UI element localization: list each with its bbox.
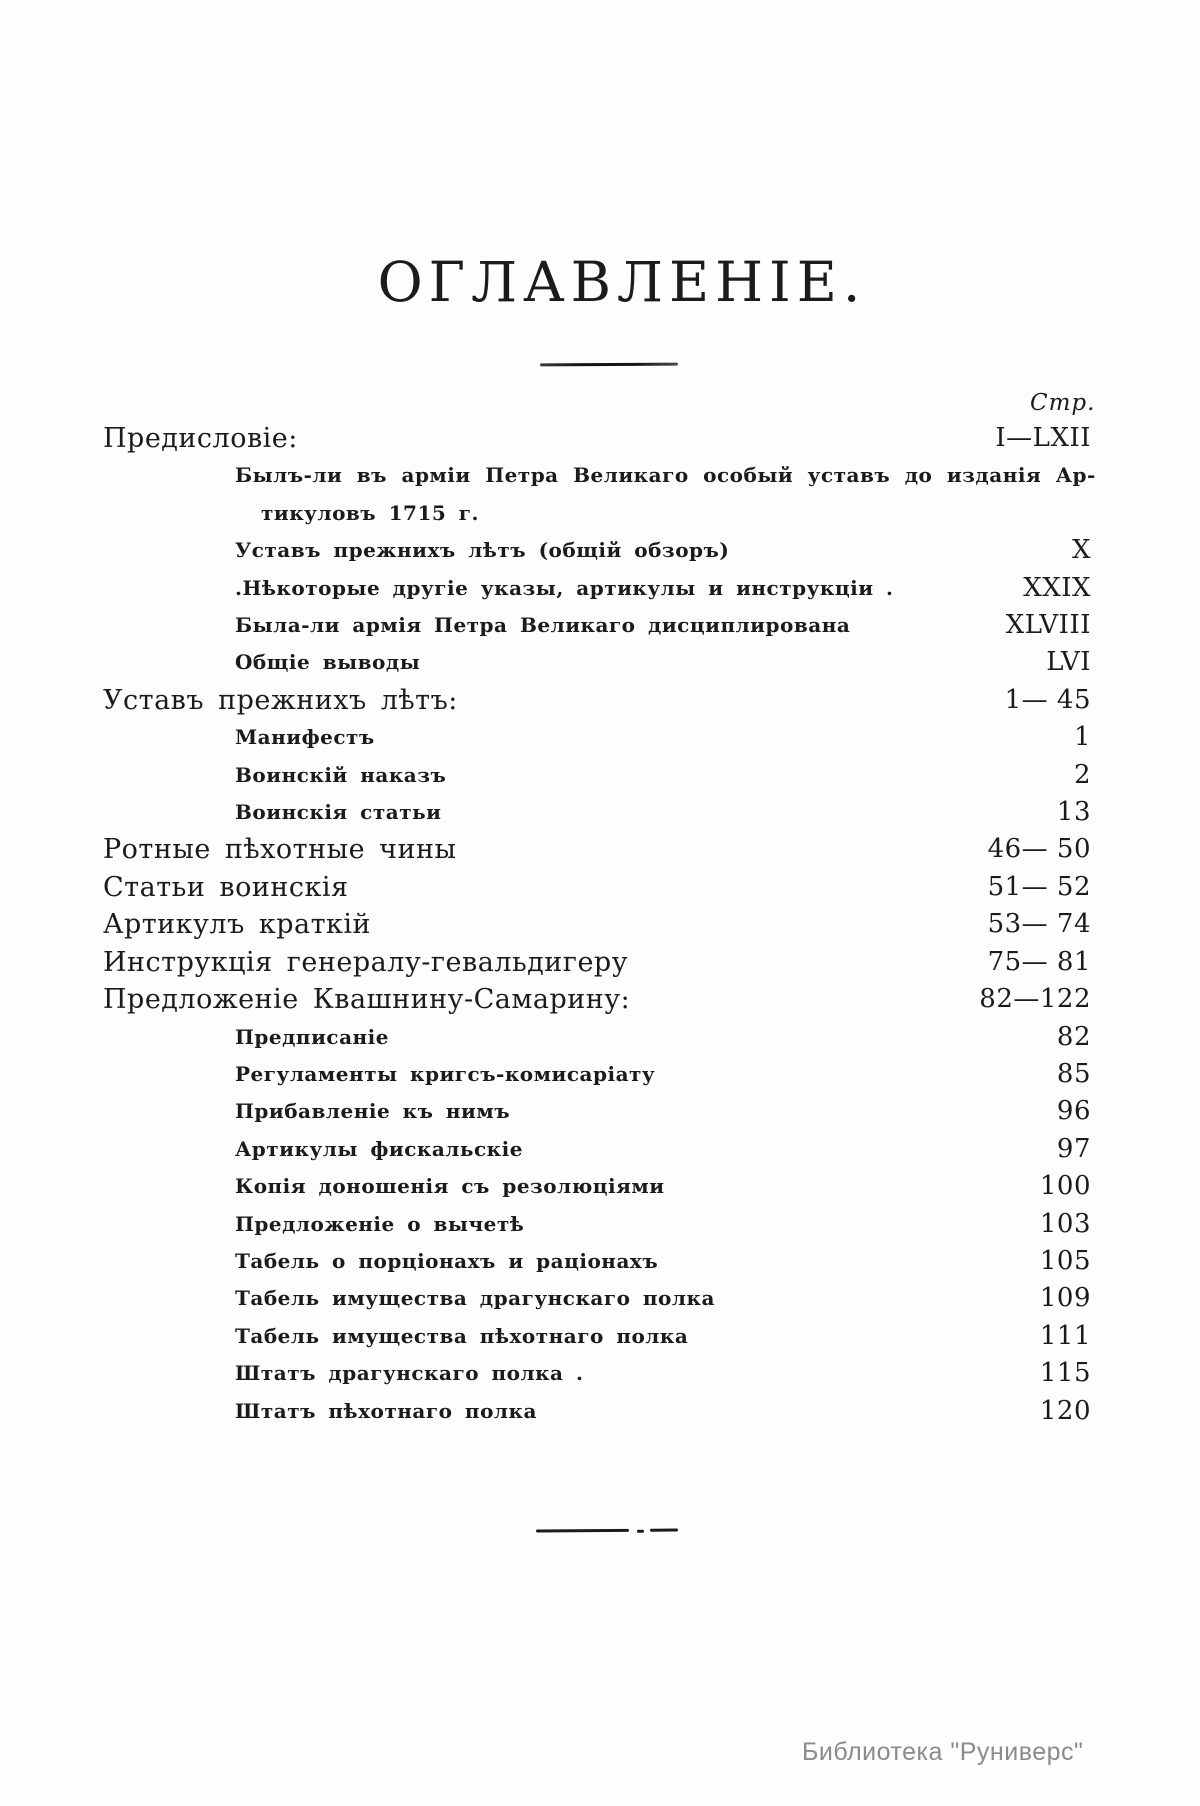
- toc-entry-page: 96: [1056, 1096, 1091, 1127]
- toc-entry: [103, 981, 1091, 1018]
- toc-entry-page: 111: [1039, 1320, 1091, 1351]
- toc-entry-label: [103, 757, 916, 794]
- toc-entry: [103, 1355, 1091, 1392]
- toc-entry-line: Статьи воинскія: [103, 871, 349, 903]
- toc-entry-page: 105: [1039, 1245, 1091, 1276]
- library-watermark: Библиотека "Руниверс": [802, 1738, 1084, 1766]
- toc-entry-label: [103, 1093, 916, 1130]
- title-divider: [540, 363, 678, 367]
- toc-entry-page: XXIX: [1023, 572, 1091, 603]
- toc-entry: [103, 420, 1091, 457]
- toc-entry-label: [103, 981, 916, 1018]
- toc-entry-label: [103, 1131, 916, 1168]
- toc-entry-line: Копія доношенія съ резолюціями: [235, 1174, 665, 1199]
- toc-entry-label: [103, 682, 916, 719]
- toc-entry-line: Штатъ драгунскаго полка .: [235, 1361, 584, 1386]
- toc-entry-page: 2: [1073, 759, 1091, 790]
- toc-entry: [103, 607, 1091, 644]
- toc-entry-label: [103, 1318, 916, 1355]
- toc-entry-page: X: [1071, 535, 1091, 566]
- toc-entry-label: [103, 1019, 916, 1056]
- toc-entry-label: [103, 1243, 916, 1280]
- toc-list: [103, 420, 1096, 1430]
- toc-entry-line: Штатъ пѣхотнаго полка: [235, 1398, 537, 1423]
- toc-entry-page: 100: [1039, 1171, 1091, 1202]
- toc-entry-line: Табель имущества пѣхотнаго полка: [235, 1323, 689, 1348]
- toc-entry: [103, 644, 1091, 681]
- toc-entry-label: [103, 1280, 916, 1317]
- toc-entry: [103, 532, 1091, 569]
- toc-entry: [103, 831, 1091, 868]
- toc-entry: [103, 794, 1091, 831]
- toc-entry: [103, 570, 1091, 607]
- toc-entry-line: Прибавленіе къ нимъ: [235, 1099, 511, 1124]
- toc-entry: [103, 1318, 1091, 1355]
- toc-entry-line: Артикулъ краткій: [103, 909, 372, 941]
- toc-entry-line: Табель имущества драгунскаго полка: [235, 1286, 715, 1311]
- toc-entry-page: XLVIII: [1005, 610, 1091, 641]
- toc-entry-page: 82: [1056, 1021, 1091, 1052]
- divider-segment: [637, 1530, 644, 1533]
- toc-entry-page: 85: [1056, 1058, 1091, 1089]
- toc-entry-label: [103, 906, 916, 943]
- toc-entry-label: [103, 1206, 916, 1243]
- toc-entry-line: Ротные пѣхотные чины: [103, 834, 457, 866]
- toc-entry-line: Уставъ прежнихъ лѣтъ (общій обзоръ): [235, 538, 730, 563]
- toc-entry-line: Воинскія статьи: [235, 800, 442, 825]
- toc-entry-label: [103, 1355, 916, 1392]
- page-number-column-header: Стр.: [1030, 390, 1096, 416]
- toc-entry-line: Уставъ прежнихъ лѣтъ:: [103, 684, 458, 716]
- toc-entry: [103, 944, 1091, 981]
- toc-entry: [103, 1206, 1091, 1243]
- toc-entry-line: Регуламенты кригсъ-комисаріату: [235, 1061, 656, 1086]
- toc-entry-page: 82—122: [979, 984, 1091, 1015]
- toc-entry-line: Предисловіе:: [103, 423, 298, 454]
- toc-entry-line: Была-ли армія Петра Великаго дисциплирована: [235, 613, 851, 638]
- toc-entry-line: Общіе выводы: [235, 650, 421, 675]
- toc-entry-label: [103, 644, 916, 681]
- toc-entry: [103, 1131, 1091, 1168]
- toc-entry-page: 1: [1073, 722, 1091, 753]
- toc-entry-page: 109: [1039, 1283, 1091, 1314]
- toc-entry-page: [1096, 495, 1200, 532]
- toc-entry-page: 1— 45: [1004, 684, 1091, 715]
- toc-entry: [103, 719, 1091, 756]
- toc-entry-label: [103, 1056, 916, 1093]
- toc-entry-label: [103, 532, 916, 569]
- toc-entry-label: [103, 719, 916, 756]
- toc-entry: [103, 1243, 1091, 1280]
- toc-entry-line: Воинскій наказъ: [235, 762, 447, 787]
- toc-entry: [103, 457, 1096, 532]
- toc-entry-label: [103, 1168, 916, 1205]
- toc-entry: [103, 757, 1091, 794]
- toc-entry-label: [103, 869, 916, 906]
- toc-entry-line: Предложеніе Квашнину-Самарину:: [103, 984, 631, 1016]
- toc-entry-label: [103, 831, 916, 868]
- toc-entry-line: Предписаніе: [235, 1024, 389, 1049]
- toc-entry: [103, 1168, 1091, 1205]
- toc-entry: [103, 1019, 1091, 1056]
- toc-entry-page: 97: [1056, 1133, 1091, 1164]
- toc-entry-line: Манифестъ: [235, 725, 375, 750]
- toc-entry-page: 13: [1056, 797, 1091, 828]
- divider-segment: [536, 1529, 629, 1533]
- toc-entry-line: тикуловъ 1715 г.: [261, 500, 479, 525]
- toc-entry-line: .Нѣкоторые другіе указы, артикулы и инструкціи .: [235, 575, 894, 600]
- toc-entry-page: I—LXII: [995, 423, 1091, 453]
- toc-entry-page: 115: [1039, 1358, 1091, 1389]
- toc-entry-page: 75— 81: [987, 946, 1091, 977]
- toc-entry-label: [103, 420, 916, 457]
- toc-entry: [103, 1393, 1091, 1430]
- toc-entry-page: 53— 74: [987, 909, 1091, 940]
- toc-entry-page: 51— 52: [987, 871, 1091, 902]
- page-title: ОГЛАВЛЕНІЕ.: [377, 250, 867, 314]
- bottom-divider: [536, 1528, 686, 1533]
- toc-entry-page: 103: [1039, 1208, 1091, 1239]
- toc-entry: [103, 1093, 1091, 1130]
- toc-entry: [103, 1280, 1091, 1317]
- toc-entry-line: Табель о порціонахъ и раціонахъ: [235, 1248, 659, 1273]
- toc-entry: [103, 906, 1091, 943]
- toc-entry-line: Инструкція генералу-гевальдигеру: [103, 946, 629, 978]
- toc-entry: [103, 682, 1091, 719]
- toc-entry-line: Артикулы фискальскіе: [235, 1136, 523, 1161]
- toc-entry-label: [103, 457, 1096, 532]
- toc-entry-page: 120: [1039, 1395, 1091, 1426]
- toc-entry-line: Былъ-ли въ арміи Петра Великаго особый уставъ до изданія Ар-: [235, 463, 1096, 488]
- toc-entry-page: 46— 50: [987, 834, 1091, 865]
- toc-entry-label: [103, 794, 916, 831]
- toc-entry-label: [103, 944, 916, 981]
- toc-entry: [103, 1056, 1091, 1093]
- toc-entry: [103, 869, 1091, 906]
- toc-entry-label: [103, 1393, 916, 1430]
- toc-entry-line: Предложеніе о вычетѣ: [235, 1211, 525, 1236]
- toc-entry-page: LVI: [1046, 647, 1091, 678]
- toc-entry-label: [103, 570, 916, 607]
- toc-entry-label: [103, 607, 916, 644]
- divider-segment: [650, 1529, 678, 1532]
